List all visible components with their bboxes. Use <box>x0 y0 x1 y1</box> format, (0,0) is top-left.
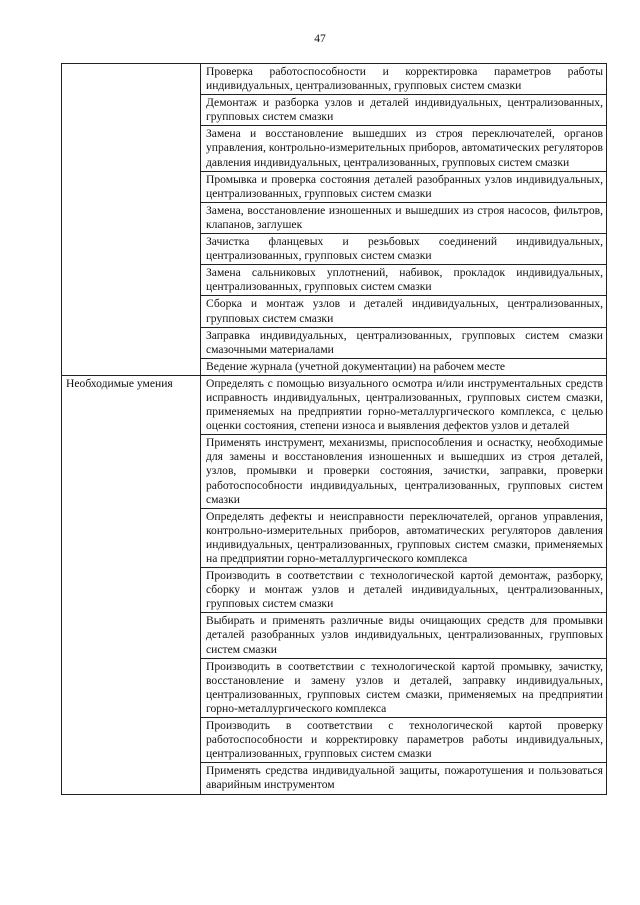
requirements-table <box>61 63 607 795</box>
list-item: Демонтаж и разборка узлов и деталей индивидуальных, централизованных, групповых систем смазки <box>201 94 606 125</box>
list-item: Замена и восстановление вышедших из строя переключателей, органов управления, контрольно-измерительных приборов, автоматических регуляторов давления индивидуальных, централизованных, групповых систем смазки <box>201 125 606 170</box>
list-item: Производить в соответствии с технологической картой проверку работоспособности и корректировку параметров работы индивидуальных, централизованных, групповых систем смазки <box>201 717 606 762</box>
row-label <box>62 64 200 65</box>
row-label-cell <box>62 64 201 376</box>
page-number: 47 <box>314 33 326 45</box>
table-row-required-skills <box>62 375 607 794</box>
list-item: Замена, восстановление изношенных и вышедших из строя насосов, фильтров, клапанов, заглушек <box>201 202 606 233</box>
list-item: Промывка и проверка состояния деталей разобранных узлов индивидуальных, централизованных, групповых систем смазки <box>201 171 606 202</box>
list-item: Сборка и монтаж узлов и деталей индивидуальных, централизованных, групповых систем смазки <box>201 295 606 326</box>
list-item: Применять инструмент, механизмы, приспособления и оснастку, необходимые для замены и восстановления изношенных и вышедших из строя деталей, узлов, промывки и проверки состояния, зачистки, заправки, проверки работоспособности индивидуальных, централизованных, групповых систем смазки <box>201 434 606 507</box>
list-item: Проверка работоспособности и корректировка параметров работы индивидуальных, централизованных, групповых систем смазки <box>206 65 603 93</box>
row-content-cell <box>201 375 607 794</box>
list-item: Производить в соответствии с технологической картой промывку, зачистку, восстановление и замену узлов и деталей, заправку индивидуальных, централизованных, групповых систем смазки, применяемых на предприятии горно-металлургического комплекса <box>201 658 606 717</box>
list-item: Ведение журнала (учетной документации) на рабочем месте <box>201 358 606 375</box>
table-row-labor-actions <box>62 64 607 376</box>
row-label-cell <box>62 375 201 794</box>
list-item: Производить в соответствии с технологической картой демонтаж, разборку, сборку и монтаж узлов и деталей индивидуальных, централизованных, групповых систем смазки <box>201 567 606 612</box>
list-item: Выбирать и применять различные виды очищающих средств для промывки деталей разобранных узлов индивидуальных, централизованных, групповых систем смазки <box>201 612 606 657</box>
list-item: Применять средства индивидуальной защиты, пожаротушения и пользоваться аварийным инструментом <box>201 762 606 793</box>
list-item: Заправка индивидуальных, централизованных, групповых систем смазки смазочными материалами <box>201 327 606 358</box>
row-content-cell <box>201 64 607 376</box>
list-item: Зачистка фланцевых и резьбовых соединений индивидуальных, централизованных, групповых систем смазки <box>201 233 606 264</box>
row-label: Необходимые умения <box>66 376 173 390</box>
list-item: Определять с помощью визуального осмотра и/или инструментальных средств исправность индивидуальных, централизованных, групповых систем смазки, применяемых на предприятии горно-металлургического комплекса, с целью оценки состояния, степени износа и выявления дефектов узлов и деталей <box>206 376 603 433</box>
list-item: Замена сальниковых уплотнений, набивок, прокладок индивидуальных, централизованных, групповых систем смазки <box>201 264 606 295</box>
list-item: Определять дефекты и неисправности переключателей, органов управления, контрольно-измерительных приборов, автоматических регуляторов давления индивидуальных, централизованных, групповых систем смазки, применяемых на предприятии горно-металлургического комплекса <box>201 508 606 567</box>
